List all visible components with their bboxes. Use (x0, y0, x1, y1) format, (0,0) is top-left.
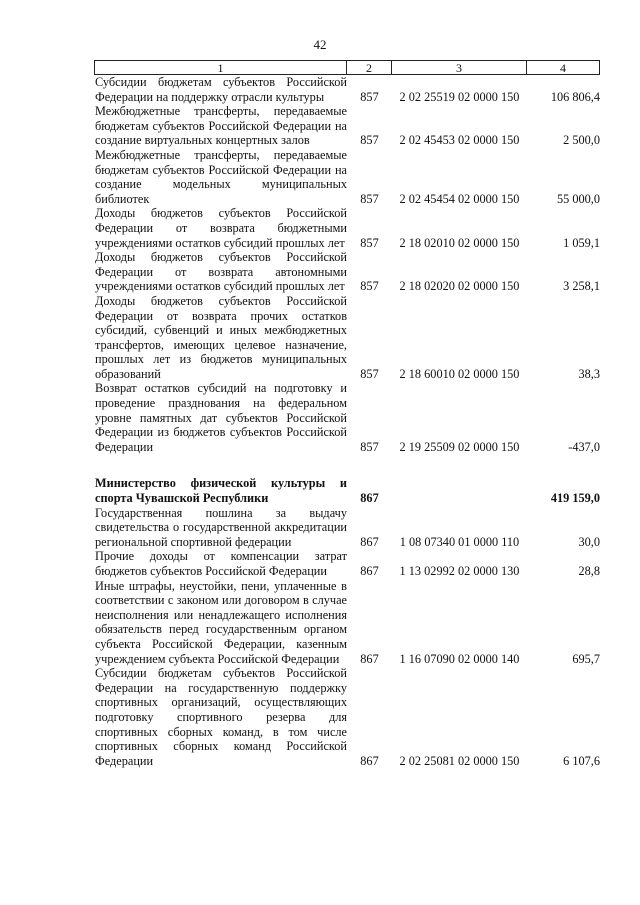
row-amount: 2 500,0 (563, 133, 600, 148)
table-row (95, 666, 600, 768)
row-admin-code: 867 (360, 753, 379, 768)
row-budget-code: 2 02 45454 02 0000 150 (399, 191, 520, 206)
row-budget-code: 1 13 02992 02 0000 130 (399, 564, 520, 578)
ministry-name: Министерство физической культуры и спорта Чувашской Республики (95, 476, 347, 506)
row-description: Межбюджетные трансферты, передаваемые бюджетам субъектов Российской Федерации на создание виртуальных концертных залов (95, 104, 347, 148)
row-description: Доходы бюджетов субъектов Российской Федерации от возврата автономными учреждениями остатков субсидий прошлых лет (95, 250, 347, 294)
revenue-table-body (95, 75, 600, 768)
ministry-total-amount: 419 159,0 (550, 491, 600, 506)
row-admin-code: 857 (360, 279, 379, 294)
row-amount: 3 258,1 (563, 279, 600, 294)
row-admin-code: 857 (360, 191, 379, 206)
row-admin-code: 867 (360, 651, 379, 666)
row-budget-code: 2 18 60010 02 0000 150 (399, 366, 520, 381)
row-budget-code: 2 02 25081 02 0000 150 (399, 753, 520, 768)
row-admin-code: 867 (360, 564, 379, 578)
row-description: Прочие доходы от компенсации затрат бюджетов субъектов Российской Федерации (95, 549, 347, 578)
row-amount: -437,0 (568, 439, 600, 454)
row-admin-code: 857 (360, 133, 379, 148)
table-row (95, 148, 600, 206)
row-budget-code: 2 18 02010 02 0000 150 (399, 235, 520, 250)
page-number: 42 (313, 37, 327, 52)
row-admin-code: 857 (360, 366, 379, 381)
row-description: Доходы бюджетов субъектов Российской Федерации от возврата бюджетными учреждениями остатков субсидий прошлых лет (95, 206, 347, 250)
row-description: Субсидии бюджетам субъектов Российской Федерации на поддержку отрасли культуры (95, 75, 347, 104)
table-row (95, 75, 600, 104)
row-admin-code: 857 (360, 235, 379, 250)
row-description: Доходы бюджетов субъектов Российской Федерации от возврата прочих остатков субсидий, субвенций и иных межбюджетных трансфертов, имеющих целевое назначение, прошлых лет из бюджетов муниципальных образований (95, 293, 347, 381)
row-description: Возврат остатков субсидий на подготовку и проведение празднования на федеральном уровне памятных дат субъектов Российской Федерации из бюджетов субъектов Российской Федерации (95, 381, 347, 454)
ministry-admin-code: 867 (360, 491, 379, 506)
row-budget-code: 2 02 25519 02 0000 150 (399, 89, 520, 104)
row-admin-code: 857 (360, 439, 379, 454)
row-amount: 38,3 (578, 366, 600, 381)
row-description: Государственная пошлина за выдачу свидетельства о государственной аккредитации региональной спортивной федерации (95, 505, 347, 549)
table-row (95, 549, 600, 578)
row-budget-code: 1 08 07340 01 0000 110 (399, 534, 520, 549)
column-header-3: 3 (392, 61, 527, 75)
column-header-1: 1 (95, 61, 347, 75)
column-header-2: 2 (347, 61, 392, 75)
column-header-4: 4 (527, 61, 600, 75)
row-admin-code: 867 (360, 534, 379, 549)
table-row (95, 104, 600, 148)
table-row (95, 206, 600, 250)
row-description: Межбюджетные трансферты, передаваемые бюджетам субъектов Российской Федерации на создание модельных муниципальных библиотек (95, 147, 347, 206)
table-row (95, 250, 600, 294)
row-budget-code: 2 02 45453 02 0000 150 (399, 133, 520, 148)
row-amount: 6 107,6 (563, 753, 600, 768)
ministry-section-row (95, 476, 600, 505)
row-amount: 55 000,0 (556, 191, 600, 206)
row-budget-code: 2 19 25509 02 0000 150 (399, 439, 520, 454)
row-amount: 1 059,1 (563, 235, 600, 250)
row-budget-code: 2 18 02020 02 0000 150 (399, 279, 520, 294)
row-amount: 30,0 (578, 534, 600, 549)
row-amount: 28,8 (578, 564, 600, 578)
column-header-table (94, 60, 600, 75)
row-amount: 106 806,4 (550, 89, 600, 104)
row-description: Иные штрафы, неустойки, пени, уплаченные в соответствии с законом или договором в случае неисполнения или ненадлежащего исполнения обязательств перед государственным органом субъекта Российской Федерации, казенным учреждением субъекта Российской Федерации (95, 578, 347, 666)
row-budget-code: 1 16 07090 02 0000 140 (399, 651, 520, 666)
table-row (95, 506, 600, 550)
column-header-row (95, 61, 600, 75)
row-description: Субсидии бюджетам субъектов Российской Федерации на государственную поддержку спортивных организаций, осуществляющих подготовку спортивного резерва для спортивных сборных команд, в том числе спортивных сборных команд Российской Федерации (95, 666, 347, 768)
table-row (95, 294, 600, 382)
table-row (95, 381, 600, 454)
table-row (95, 579, 600, 667)
row-admin-code: 857 (360, 89, 379, 104)
row-amount: 695,7 (572, 651, 600, 666)
